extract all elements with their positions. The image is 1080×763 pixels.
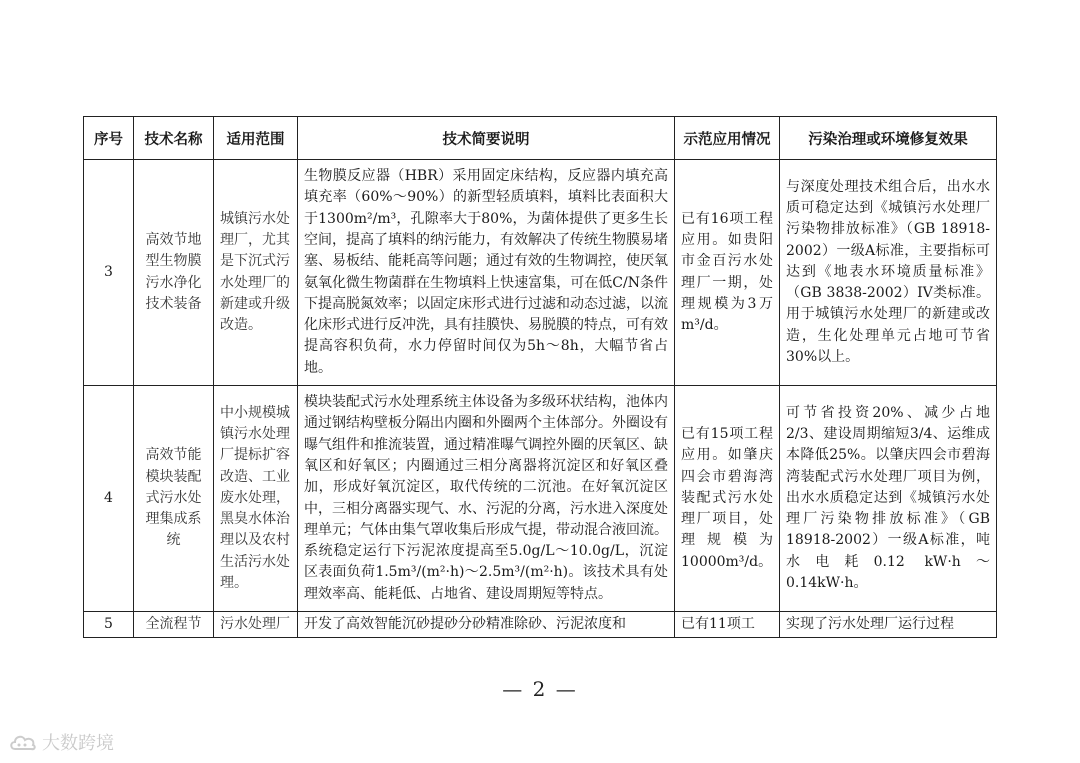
header-effect: 污染治理或环境修复效果 <box>780 117 997 160</box>
watermark <box>8 727 114 757</box>
cell-app: 已有15项工程应用。如肇庆四会市碧海湾装配式污水处理厂项目，处理规模为10000m³/d。 <box>675 386 780 612</box>
cell-no: 5 <box>84 612 134 638</box>
header-desc: 技术简要说明 <box>298 117 675 160</box>
table-row <box>84 612 997 638</box>
header-app: 示范应用情况 <box>675 117 780 160</box>
cell-app: 已有11项工 <box>675 612 780 638</box>
cell-desc: 开发了高效智能沉砂提砂分砂精准除砂、污泥浓度和 <box>298 612 675 638</box>
cell-name: 全流程节 <box>134 612 214 638</box>
cell-scope: 城镇污水处理厂，尤其是下沉式污水处理厂的新建或升级改造。 <box>214 160 298 386</box>
cell-no: 3 <box>84 160 134 386</box>
cell-name: 高效节地型生物膜污水净化技术装备 <box>134 160 214 386</box>
header-scope: 适用范围 <box>214 117 298 160</box>
cell-desc: 生物膜反应器（HBR）采用固定床结构，反应器内填充高填充率（60%～90%）的新型轻质填料，填料比表面积大于1300m²/m³，孔隙率大于80%，为菌体提供了更多生长空间，提高了填料的纳污能力，有效解决了传统生物膜易堵塞、易板结、能耗高等问题；通过有效的生物调控，使厌氧氨氧化微生物菌群在生物填料上快速富集，可在低C/N条件下提高脱氮效率；以固定床形式进行过滤和动态过滤，以流化床形式进行反冲洗，具有挂膜快、易脱膜的特点，可有效提高容积负荷，水力停留时间仅为5h～8h，大幅节省占地。 <box>298 160 675 386</box>
watermark-text: 大数跨境 <box>42 733 114 754</box>
cell-effect: 实现了污水处理厂运行过程 <box>780 612 997 638</box>
technology-table <box>83 116 997 638</box>
cloud-logo-icon <box>8 731 38 753</box>
cell-desc: 模块装配式污水处理系统主体设备为多级环状结构，池体内通过钢结构壁板分隔出内圈和外圈两个主体部分。外圈设有曝气组件和推流装置，通过精准曝气调控外圈的厌氧区、缺氧区和好氧区；内圈通过三相分离器将沉淀区和好氧区叠加，形成好氧沉淀区，取代传统的二沉池。在好氧沉淀区中，三相分离器实现气、水、污泥的分离，污水进入深度处理单元；气体由集气罩收集后形成气提，带动混合液回流。系统稳定运行下污泥浓度提高至5.0g/L～10.0g/L，沉淀区表面负荷1.5m³/(m²·h)～2.5m³/(m²·h)。该技术具有处理效率高、能耗低、占地省、建设周期短等特点。 <box>298 386 675 612</box>
table-header-row <box>84 117 997 160</box>
cell-effect: 与深度处理技术组合后，出水水质可稳定达到《城镇污水处理厂污染物排放标准》（GB 18918-2002）一级A标准，主要指标可达到《地表水环境质量标准》（GB 3838-2002）IV类标准。用于城镇污水处理厂的新建或改造，生化处理单元占地可节省30%以上。 <box>780 160 997 386</box>
cell-no: 4 <box>84 386 134 612</box>
table-row <box>84 160 997 386</box>
header-name: 技术名称 <box>134 117 214 160</box>
header-no: 序号 <box>84 117 134 160</box>
cell-app: 已有16项工程应用。如贵阳市金百污水处理厂一期，处理规模为3万m³/d。 <box>675 160 780 386</box>
table-row <box>84 386 997 612</box>
cell-effect: 可节省投资20%、减少占地2/3、建设周期缩短3/4、运维成本降低25%。以肇庆四会市碧海湾装配式污水处理厂项目为例，出水水质稳定达到《城镇污水处理厂污染物排放标准》（GB 18918-2002）一级A标准，吨水电耗0.12 kW·h～0.14kW·h。 <box>780 386 997 612</box>
cell-scope: 污水处理厂 <box>214 612 298 638</box>
cell-name: 高效节能模块装配式污水处理集成系统 <box>134 386 214 612</box>
cell-scope: 中小规模城镇污水处理厂提标扩容改造、工业废水处理，黑臭水体治理以及农村生活污水处理。 <box>214 386 298 612</box>
page-number: — 2 — <box>502 677 578 701</box>
